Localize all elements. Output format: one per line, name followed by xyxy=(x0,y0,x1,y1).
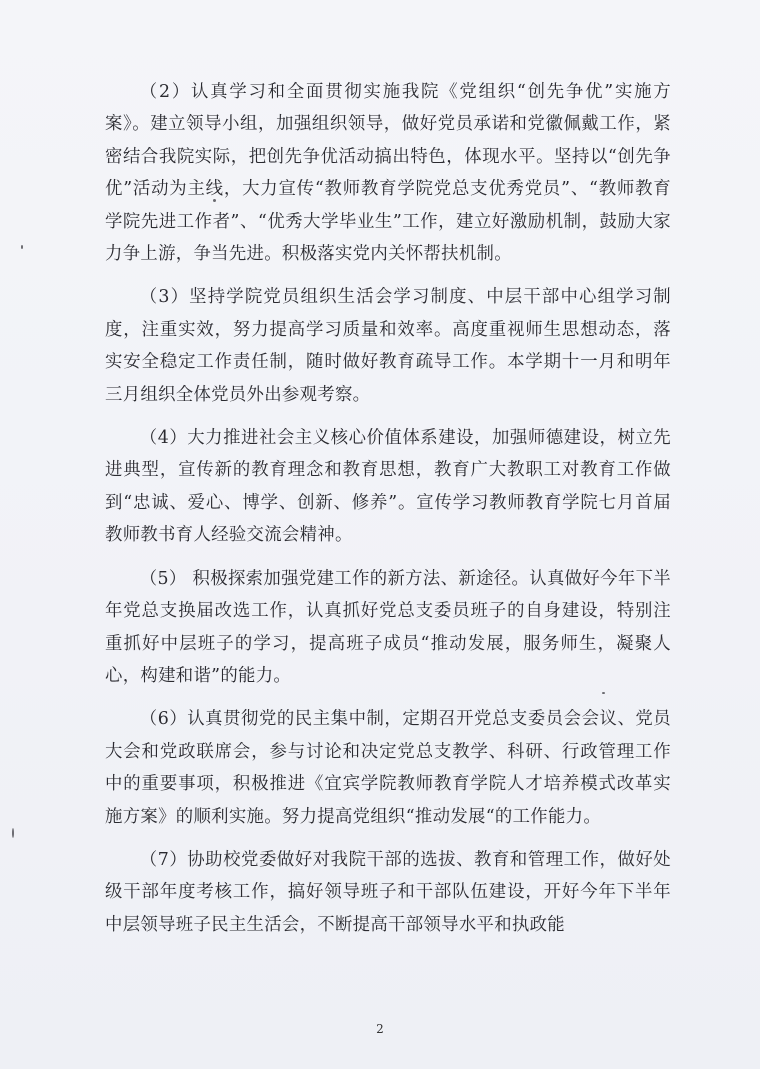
paragraph-7: （7）协助校党委做好对我院干部的选拔、教育和管理工作，做好处级干部年度考核工作，搞好领导班子和干部队伍建设，开好今年下半年中层领导班子民主生活会，不断提高干部领导水平和执政能 xyxy=(105,849,671,935)
scan-speck xyxy=(602,692,605,694)
paragraph-4: （4）大力推进社会主义核心价值体系建设，加强师德建设，树立先进典型，宣传新的教育理念和教育思想，教育广大教职工对教育工作做到“忠诚、爱心、博学、创新、修养”。宣传学习教师教育学院七月首届教师教书育人经验交流会精神。 xyxy=(105,428,671,546)
scan-speck xyxy=(12,828,14,838)
paragraph-6: （6）认真贯彻党的民主集中制，定期召开党总支委员会会议、党员大会和党政联席会，参与讨论和决定党总支教学、科研、行政管理工作中的重要事项，积极推进《宜宾学院教师教育学院人才培养模式改革实施方案》的顺利实施。努力提高党组织“推动发展“的工作能力。 xyxy=(105,709,671,827)
page-number: 2 xyxy=(376,1022,384,1036)
paragraph-3: （3）坚持学院党员组织生活会学习制度、中层干部中心组学习制度，注重实效，努力提高学习质量和效率。高度重视师生思想动态，落实安全稳定工作责任制，随时做好教育疏导工作。本学期十一月和明年三月组织全体党员外出参观考察。 xyxy=(105,287,671,405)
scan-speck xyxy=(21,245,23,249)
scan-speck xyxy=(213,199,216,202)
paragraph-5: （5） 积极探索加强党建工作的新方法、新途径。认真做好今年下半年党总支换届改选工作，认真抓好党总支委员班子的自身建设，特别注重抓好中层班子的学习，提高班子成员“推动发展，服务师生，凝聚人心，构建和谐”的能力。 xyxy=(105,568,671,686)
paragraph-2: （2）认真学习和全面贯彻实施我院《党组织“创先争优”实施方案》。建立领导小组，加强组织领导，做好党员承诺和党徽佩戴工作，紧密结合我院实际，把创先争优活动搞出特色，体现水平。坚持以“创先争优”活动为主线，大力宣传“教师教育学院党总支优秀党员”、“教师教育学院先进工作者”、“优秀大学毕业生”工作，建立好激励机制，鼓励大家力争上游，争当先进。积极落实党内关怀帮扶机制。 xyxy=(105,82,671,265)
document-body xyxy=(105,76,671,952)
